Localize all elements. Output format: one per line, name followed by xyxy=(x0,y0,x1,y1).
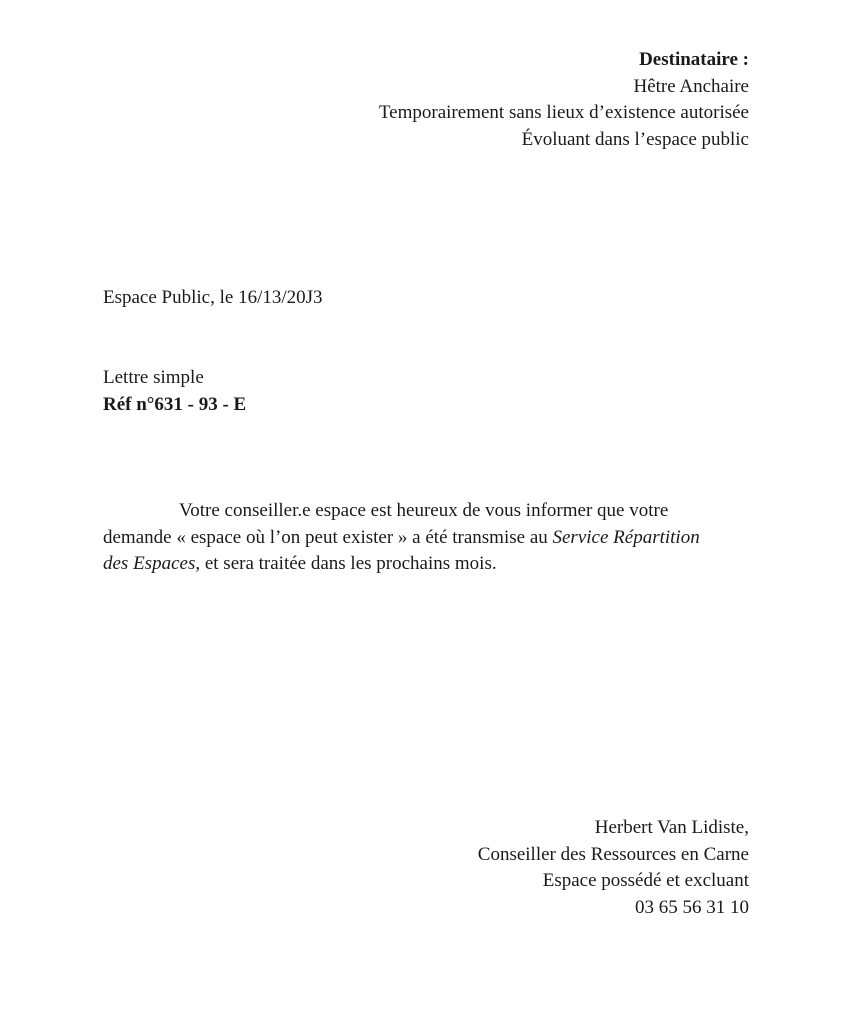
signatory-phone: 03 65 56 31 10 xyxy=(635,896,749,918)
service-name-part-1: Service Répartition xyxy=(552,526,700,548)
recipient-heading: Destinataire : xyxy=(639,49,749,70)
body-line-2-text: demande « espace où l’on peut exister » a été transmise au xyxy=(103,526,553,548)
signatory-organization: Espace possédé et excluant xyxy=(542,870,749,891)
body-line-3-text: , et sera traitée dans les prochains mois. xyxy=(195,553,497,574)
letter-body xyxy=(103,498,749,578)
letter-type: Lettre simple xyxy=(103,367,204,388)
body-line-1: Votre conseiller.e espace est heureux de vous informer que votre xyxy=(179,500,669,521)
place-date-text: Espace Public, le 16/13/20J3 xyxy=(103,287,323,308)
recipient-address-line-1: Temporairement sans lieux d’existence autorisée xyxy=(378,102,749,123)
recipient-address-line-2: Évoluant dans l’espace public xyxy=(521,128,749,150)
place-date-line xyxy=(103,285,323,312)
body-line-2 xyxy=(103,525,749,552)
body-line-3 xyxy=(103,551,749,578)
recipient-block xyxy=(379,47,749,153)
signatory-title: Conseiller des Ressources en Carne xyxy=(477,843,749,865)
recipient-name: Hêtre Anchaire xyxy=(633,75,749,97)
signature-block xyxy=(478,815,749,921)
letter-reference: Réf n°631 - 93 - E xyxy=(103,393,247,415)
service-name-part-2: des Espaces xyxy=(103,553,196,574)
letter-meta xyxy=(103,365,246,418)
signatory-name: Herbert Van Lidiste, xyxy=(594,817,749,838)
